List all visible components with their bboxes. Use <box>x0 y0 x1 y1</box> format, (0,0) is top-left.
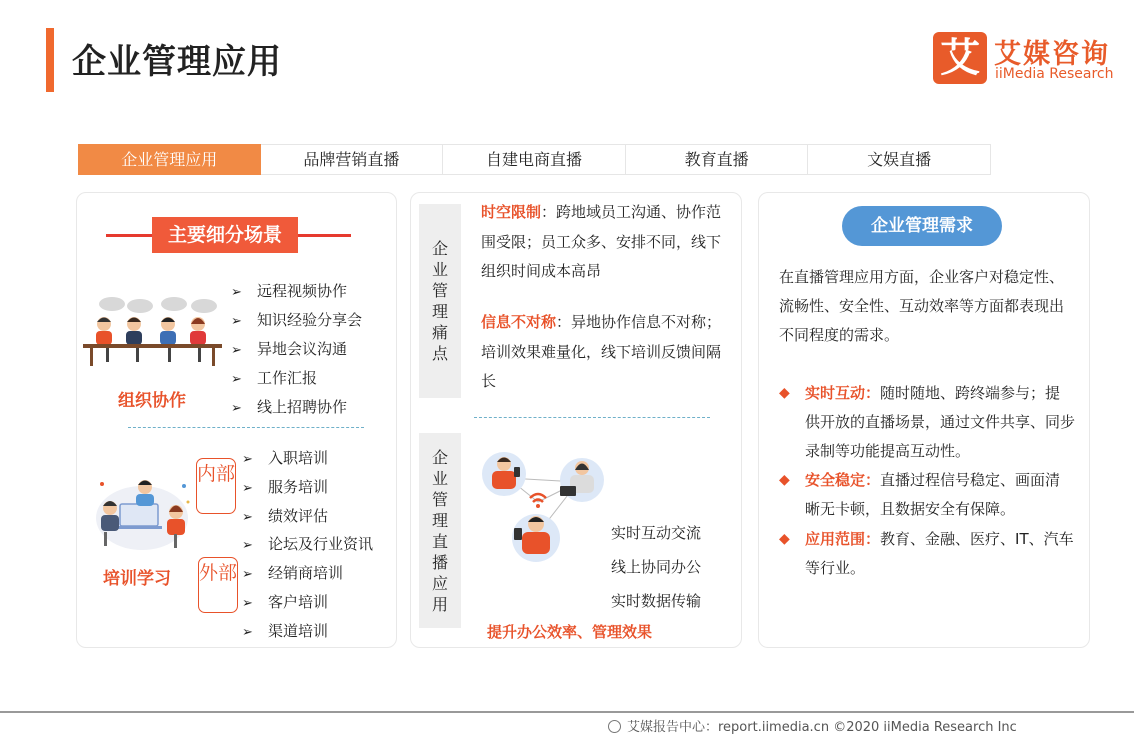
network-collab-illustration-icon <box>478 440 610 568</box>
title-accent-bar <box>46 28 54 92</box>
application-side-label: 企 业 管 理 直 播 应 用 <box>419 433 461 628</box>
footer-divider <box>0 711 1134 713</box>
diamond-bullet-icon: ◆ <box>779 531 790 547</box>
external-badge: 外部 <box>198 557 238 613</box>
list-item: ➢ 论坛及行业资讯 <box>242 535 374 553</box>
pain-points-side-label: 企 业 管 理 痛 点 <box>419 204 461 398</box>
section-divider <box>474 417 710 418</box>
logo-text-en: iiMedia Research <box>995 66 1114 82</box>
tab-enterprise-management[interactable]: 企业管理应用 <box>78 144 261 175</box>
list-item: ➢ 客户培训 <box>242 593 329 611</box>
efficiency-tagline: 提升办公效率、管理效果 <box>487 623 653 641</box>
list-item: ➢ 工作汇报 <box>231 369 318 387</box>
demand-item-realtime: ◆ 实时互动：随时随地、跨终端参与；提供开放的直播场景，通过文件共享、同步录制等功能提高互动性。 <box>805 379 1075 466</box>
title-line-right <box>297 234 351 237</box>
tab-self-built-ecommerce[interactable]: 自建电商直播 <box>443 144 626 175</box>
list-item: ➢ 经销商培训 <box>242 564 344 582</box>
list-item: ➢ 线上招聘协作 <box>231 398 348 416</box>
feature-realtime-data: 实时数据传输 <box>611 592 702 610</box>
pain-point-spacetime: 时空限制：跨地域员工沟通、协作范围受限；员工众多、安排不同，线下组织时间成本高昂 <box>481 203 722 280</box>
internal-badge: 内部 <box>196 458 236 514</box>
training-label: 培训学习 <box>103 569 171 589</box>
page-title: 企业管理应用 <box>72 42 282 82</box>
tab-brand-marketing[interactable]: 品牌营销直播 <box>261 144 444 175</box>
list-item: ➢ 服务培训 <box>242 478 329 496</box>
footer-text: 艾媒报告中心：report.iimedia.cn ©2020 iiMedia Research Inc <box>627 720 1017 735</box>
feature-realtime-interaction: 实时互动交流 <box>611 524 702 542</box>
demand-item-stability: ◆ 安全稳定：直播过程信号稳定、画面清晰无卡顿，且数据安全有保障。 <box>805 466 1075 524</box>
list-item: ➢ 远程视频协作 <box>231 282 348 300</box>
meeting-illustration-icon <box>80 294 225 368</box>
list-item: ➢ 渠道培训 <box>242 622 329 640</box>
footer <box>608 716 1017 735</box>
feature-online-collab: 线上协同办公 <box>611 558 702 576</box>
list-item: ➢ 入职培训 <box>242 449 329 467</box>
pain-point-info-asymmetry: 信息不对称：异地协作信息不对称；培训效果难量化，线下培训反馈间隔长 <box>481 313 722 390</box>
org-collab-list <box>231 277 362 422</box>
diamond-bullet-icon: ◆ <box>779 472 790 488</box>
external-training-list <box>242 530 373 646</box>
demand-title-pill: 企业管理需求 <box>842 206 1002 246</box>
title-line-left <box>106 234 154 237</box>
application-features <box>611 516 701 618</box>
category-tabs <box>78 144 991 175</box>
iimedia-logo-icon: 艾 <box>933 32 987 84</box>
diamond-bullet-icon: ◆ <box>779 385 790 401</box>
list-item: ➢ 异地会议沟通 <box>231 340 348 358</box>
tab-education[interactable]: 教育直播 <box>626 144 809 175</box>
list-item: ➢ 知识经验分享会 <box>231 311 363 329</box>
demand-item-scope: ◆ 应用范围：教育、金融、医疗、IT、汽车等行业。 <box>805 525 1075 583</box>
training-illustration-icon <box>90 472 195 554</box>
org-collab-label: 组织协作 <box>118 391 186 411</box>
globe-icon <box>608 720 621 733</box>
internal-training-list <box>242 444 328 531</box>
demand-intro: 在直播管理应用方面，企业客户对稳定性、流畅性、安全性、互动效率等方面都表现出不同程度的需求。 <box>779 268 1065 344</box>
scenes-title: 主要细分场景 <box>152 217 298 253</box>
list-item: ➢ 绩效评估 <box>242 507 329 525</box>
logo-text-cn: 艾媒咨询 <box>994 39 1110 70</box>
tab-entertainment[interactable]: 文娱直播 <box>808 144 991 175</box>
section-divider <box>128 427 364 428</box>
